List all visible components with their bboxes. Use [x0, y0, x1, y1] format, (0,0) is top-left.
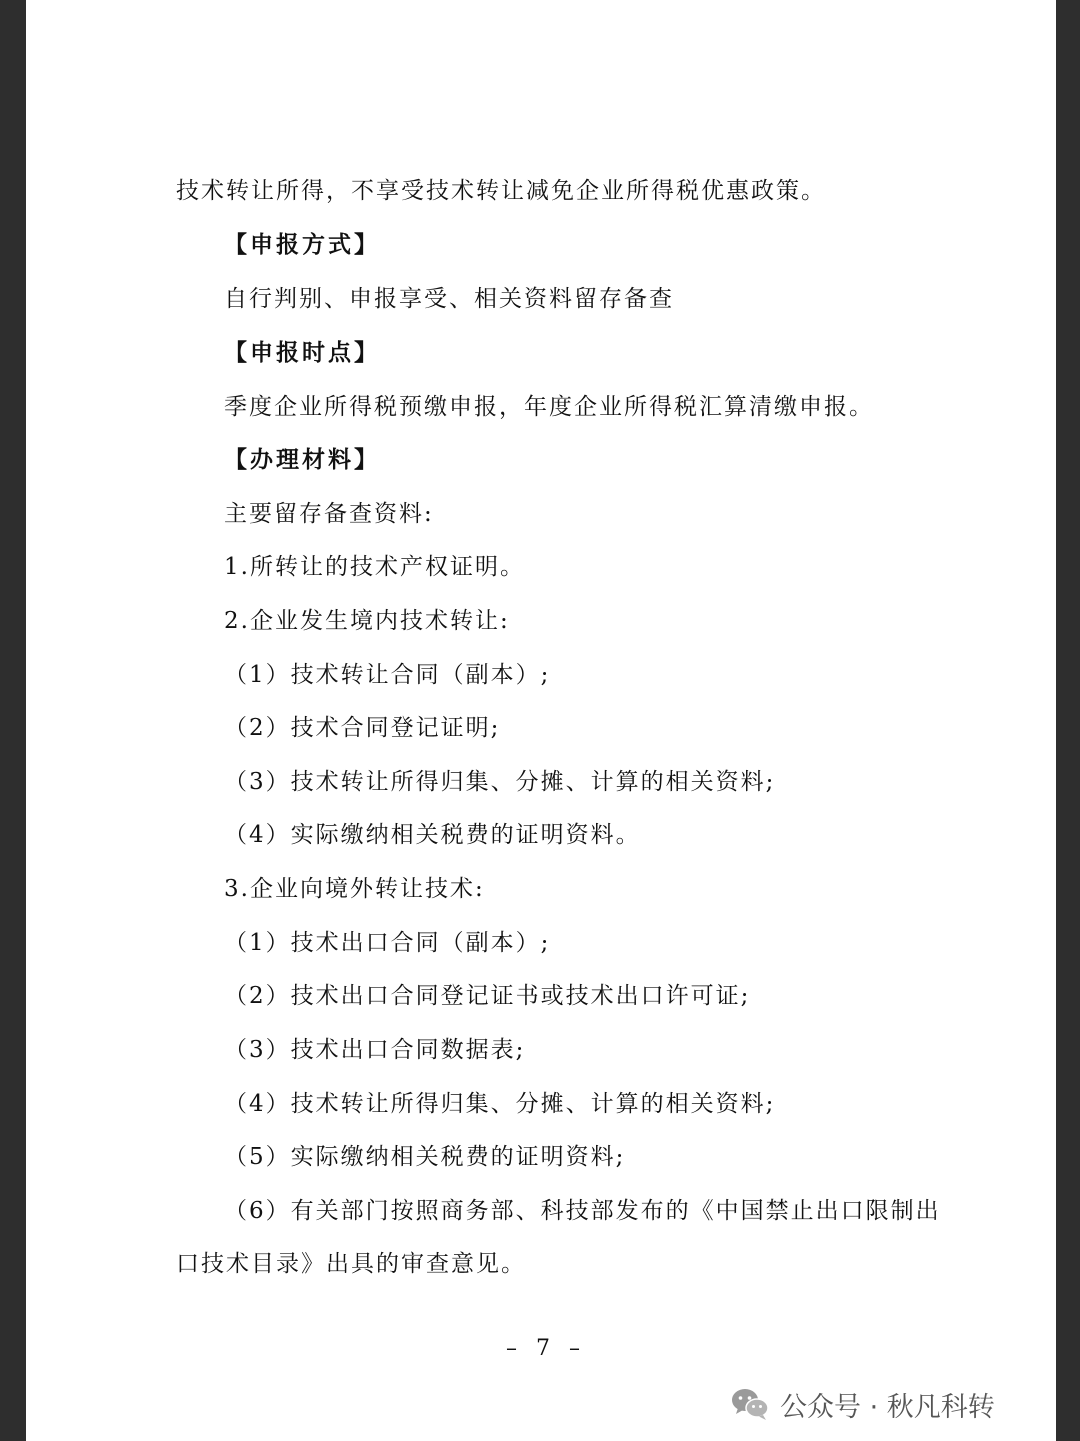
- list-item: 3.企业向境外转让技术:: [224, 876, 485, 902]
- list-item: （1）技术转让合同（副本）;: [224, 662, 551, 688]
- paragraph-text: 技术转让所得，不享受技术转让减免企业所得税优惠政策。: [176, 178, 826, 204]
- list-item: （3）技术转让所得归集、分摊、计算的相关资料;: [224, 769, 776, 795]
- list-item: （5）实际缴纳相关税费的证明资料;: [224, 1144, 626, 1170]
- section-heading-materials: 【办理材料】: [224, 446, 380, 473]
- watermark-text: 公众号 · 秋凡科转: [780, 1391, 995, 1423]
- wechat-icon: [730, 1387, 770, 1421]
- section-heading-declaration-method: 【申报方式】: [224, 231, 380, 258]
- paragraph-text: 自行判别、申报享受、相关资料留存备查: [224, 286, 674, 312]
- list-item: （2）技术出口合同登记证书或技术出口许可证;: [224, 983, 751, 1009]
- section-heading-declaration-time: 【申报时点】: [224, 339, 380, 366]
- list-item: （4）实际缴纳相关税费的证明资料。: [224, 822, 641, 848]
- watermark: [730, 1384, 995, 1424]
- list-item: （3）技术出口合同数据表;: [224, 1037, 526, 1063]
- paragraph-text: 主要留存备查资料:: [224, 501, 434, 527]
- list-item: 1.所转让的技术产权证明。: [224, 554, 525, 580]
- list-item: （2）技术合同登记证明;: [224, 715, 501, 741]
- page-number: – 7 –: [506, 1336, 586, 1361]
- list-item: （4）技术转让所得归集、分摊、计算的相关资料;: [224, 1091, 776, 1117]
- list-item: （6）有关部门按照商务部、科技部发布的《中国禁止出口限制出: [224, 1198, 941, 1224]
- paragraph-text: 季度企业所得税预缴申报，年度企业所得税汇算清缴申报。: [224, 394, 874, 420]
- document-page: [26, 0, 1056, 1441]
- list-item-continuation: 口技术目录》出具的审查意见。: [176, 1251, 526, 1277]
- list-item: （1）技术出口合同（副本）;: [224, 930, 551, 956]
- list-item: 2.企业发生境内技术转让:: [224, 608, 510, 634]
